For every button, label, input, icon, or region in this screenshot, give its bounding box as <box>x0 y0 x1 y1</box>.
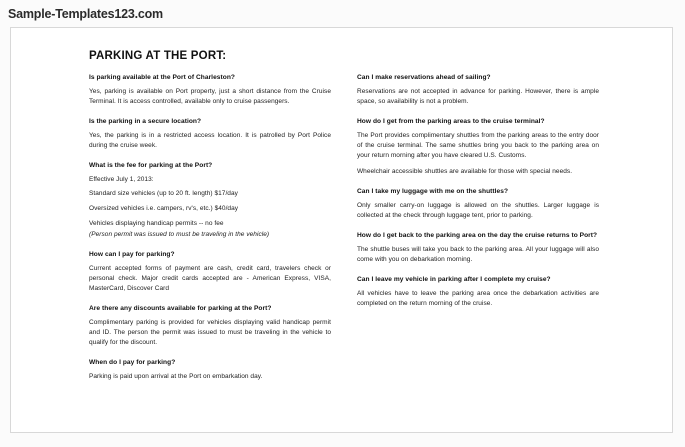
faq-question: Can I leave my vehicle in parking after I complete my cruise? <box>357 276 551 284</box>
page-title: PARKING AT THE PORT: <box>89 50 227 62</box>
faq-answer-line: Only smaller carry-on luggage is allowed on the shuttles. Larger luggage is collected at the check through luggage tent, prior to parking. <box>357 202 599 220</box>
site-watermark: Sample-Templates123.com <box>8 7 163 21</box>
faq-question: Are there any discounts available for parking at the Port? <box>89 305 272 313</box>
faq-item <box>357 118 599 177</box>
faq-columns <box>89 74 599 393</box>
faq-answer-note: (Person permit was issued to must be traveling in the vehicle) <box>89 231 270 239</box>
faq-answer-line: The shuttle buses will take you back to the parking area. All your luggage will also come with you on debarkation morning. <box>357 246 599 264</box>
faq-answer <box>89 131 331 151</box>
faq-answer-line: Complimentary parking is provided for vehicles displaying valid handicap permit and ID. The person the permit was issued to must be traveling in the vehicle to qualify for the discount. <box>89 319 331 347</box>
faq-answer-line: Oversized vehicles i.e. campers, rv's, etc.) $40/day <box>89 205 239 213</box>
faq-answer-line: Yes, the parking is in a restricted access location. It is patrolled by Port Police during the cruise week. <box>89 131 331 149</box>
faq-answer-line: Effective July 1, 2013: <box>89 175 154 183</box>
faq-answer <box>357 289 599 309</box>
faq-answer-line: The Port provides complimentary shuttles from the parking areas to the entry door of the cruise terminal. The same shuttles bring you back to the parking area on your return morning after you have cleared U.S. Customs. <box>357 131 599 160</box>
faq-answer-line: Vehicles displaying handicap permits -- no fee <box>89 219 224 227</box>
faq-answer <box>357 201 599 221</box>
faq-answer-line: Wheelchair accessible shuttles are available for those with special needs. <box>357 168 573 176</box>
faq-question: Is the parking in a secure location? <box>89 118 202 126</box>
faq-item <box>89 74 331 107</box>
faq-item <box>357 74 599 107</box>
faq-question: Can I take my luggage with me on the shuttles? <box>357 188 509 196</box>
faq-item <box>89 305 331 348</box>
faq-answer-line: Reservations are not accepted in advance for parking. However, there is ample space, so availability is not a problem. <box>357 87 599 105</box>
faq-answer <box>357 131 599 177</box>
faq-answer-line: Parking is paid upon arrival at the Port on embarkation day. <box>89 373 263 381</box>
faq-answer <box>89 372 331 382</box>
faq-answer <box>89 175 331 240</box>
faq-question: How can I pay for parking? <box>89 251 175 259</box>
document-content <box>89 50 599 393</box>
faq-question: Can I make reservations ahead of sailing? <box>357 74 491 81</box>
faq-question: When do I pay for parking? <box>89 359 176 367</box>
faq-answer <box>357 245 599 265</box>
faq-item <box>357 232 599 265</box>
document-sheet <box>10 27 673 433</box>
faq-answer <box>89 87 331 107</box>
faq-item <box>89 251 331 294</box>
faq-question: How do I get back to the parking area on the day the cruise returns to Port? <box>357 232 598 240</box>
faq-answer <box>357 87 599 107</box>
faq-answer-line: Yes, parking is available on Port property, just a short distance from the Cruise Terminal. It is access controlled, available only to cruise passengers. <box>89 87 331 105</box>
faq-question: What is the fee for parking at the Port? <box>89 162 213 170</box>
faq-item <box>357 276 599 309</box>
faq-item <box>89 359 331 382</box>
faq-answer <box>89 264 331 294</box>
faq-question: Is parking available at the Port of Charleston? <box>89 74 235 81</box>
faq-answer-line: All vehicles have to leave the parking area once the debarkation activities are completed on the return morning of the cruise. <box>357 290 599 308</box>
faq-answer <box>89 318 331 348</box>
faq-answer-line: Standard size vehicles (up to 20 ft. length) $17/day <box>89 190 238 198</box>
faq-column-left <box>89 74 331 393</box>
faq-column-right <box>357 74 599 320</box>
faq-question: How do I get from the parking areas to the cruise terminal? <box>357 118 545 126</box>
faq-item <box>89 118 331 151</box>
faq-item <box>89 162 331 240</box>
faq-answer-line: Current accepted forms of payment are cash, credit card, travelers check or personal check. Major credit cards accepted are - American Express, VISA, MasterCard, Discover Card <box>89 265 331 293</box>
faq-item <box>357 188 599 221</box>
